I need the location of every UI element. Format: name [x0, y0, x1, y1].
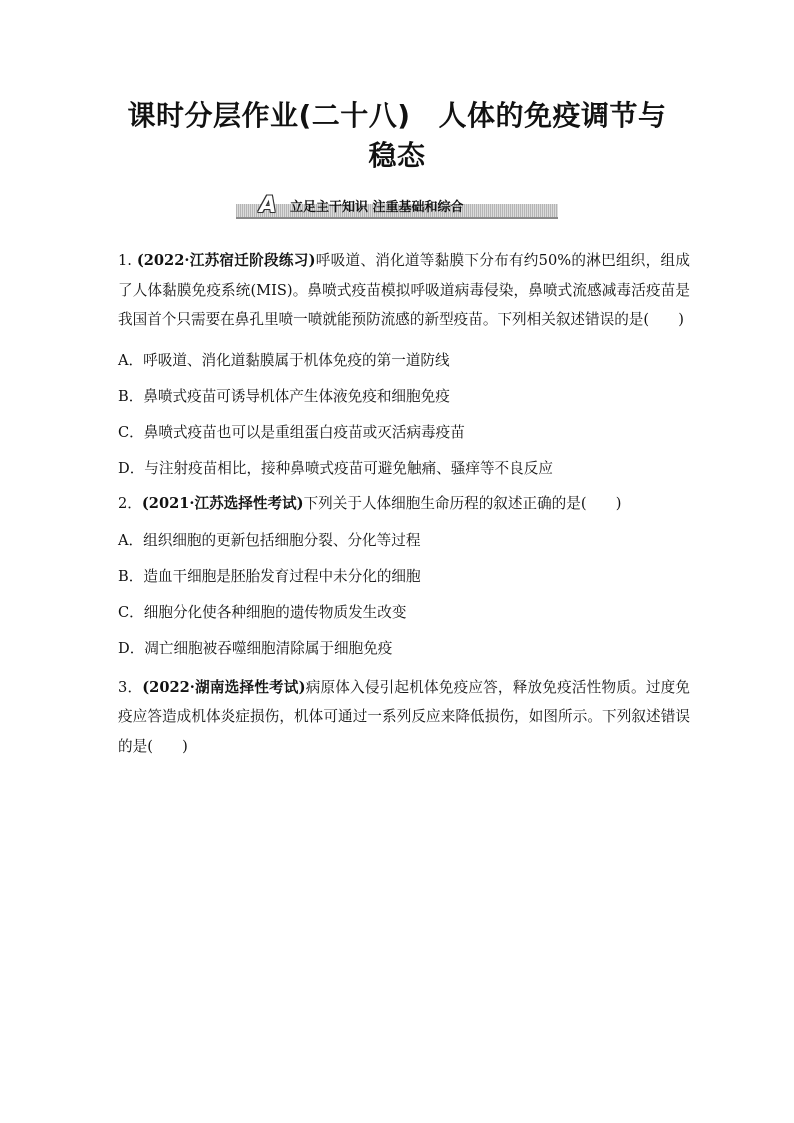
- option-b: B．鼻喷式疫苗可诱导机体产生体液免疫和细胞免疫: [118, 387, 450, 405]
- option-c: C．细胞分化使各种细胞的遗传物质发生改变: [118, 603, 407, 621]
- question-number: 1.: [118, 252, 137, 269]
- question-number: 3．: [118, 678, 143, 696]
- question-3: [118, 673, 690, 762]
- question-2: [118, 493, 690, 515]
- option-d: D．凋亡细胞被吞噬细胞清除属于细胞免疫: [118, 639, 393, 657]
- question-source: (2022·江苏宿迁阶段练习): [136, 252, 316, 269]
- option-a: A．呼吸道、消化道黏膜属于机体免疫的第一道防线: [118, 351, 450, 369]
- question-1: [118, 246, 690, 335]
- option-a: A．组织细胞的更新包括细胞分裂、分化等过程: [118, 531, 421, 549]
- question-source: (2022·湖南选择性考试): [142, 678, 306, 696]
- section-letter: A: [259, 193, 277, 218]
- title-line-2: 稳态: [368, 139, 426, 172]
- question-number: 2．: [118, 494, 142, 512]
- question-stem: 呼吸道、消化道等黏膜下分布有约50%的淋巴组织，组成了人体黏膜免疫系统(MIS)。鼻喷式疫苗模拟呼吸道病毒侵染，鼻喷式流感减毒活疫苗是我国首个只需要在鼻孔里喷一喷就能预防流感的新型疫苗。下列相关叙述错误的是( ): [118, 252, 690, 328]
- section-banner: [236, 193, 558, 220]
- option-d: D．与注射疫苗相比，接种鼻喷式疫苗可避免触痛、骚痒等不良反应: [118, 459, 553, 477]
- question-stem: 病原体入侵引起机体免疫应答，释放免疫活性物质。过度免疫应答造成机体炎症损伤，机体可通过一系列反应来降低损伤，如图所示。下列叙述错误的是( ): [118, 678, 690, 755]
- question-list: [118, 246, 690, 761]
- title-main: 课时分层作业(二十八): [127, 99, 411, 132]
- title-topic: 人体的免疫调节与: [438, 99, 667, 132]
- title-line-1: [110, 96, 684, 136]
- option-b: B．造血干细胞是胚胎发育过程中未分化的细胞: [118, 567, 421, 585]
- page-title: [110, 96, 684, 176]
- section-label: 立足主干知识 注重基础和综合: [290, 200, 464, 215]
- question-stem: 下列关于人体细胞生命历程的叙述正确的是( ): [303, 494, 622, 512]
- question-source: (2021·江苏选择性考试): [141, 494, 304, 512]
- option-c: C．鼻喷式疫苗也可以是重组蛋白疫苗或灭活病毒疫苗: [118, 423, 465, 441]
